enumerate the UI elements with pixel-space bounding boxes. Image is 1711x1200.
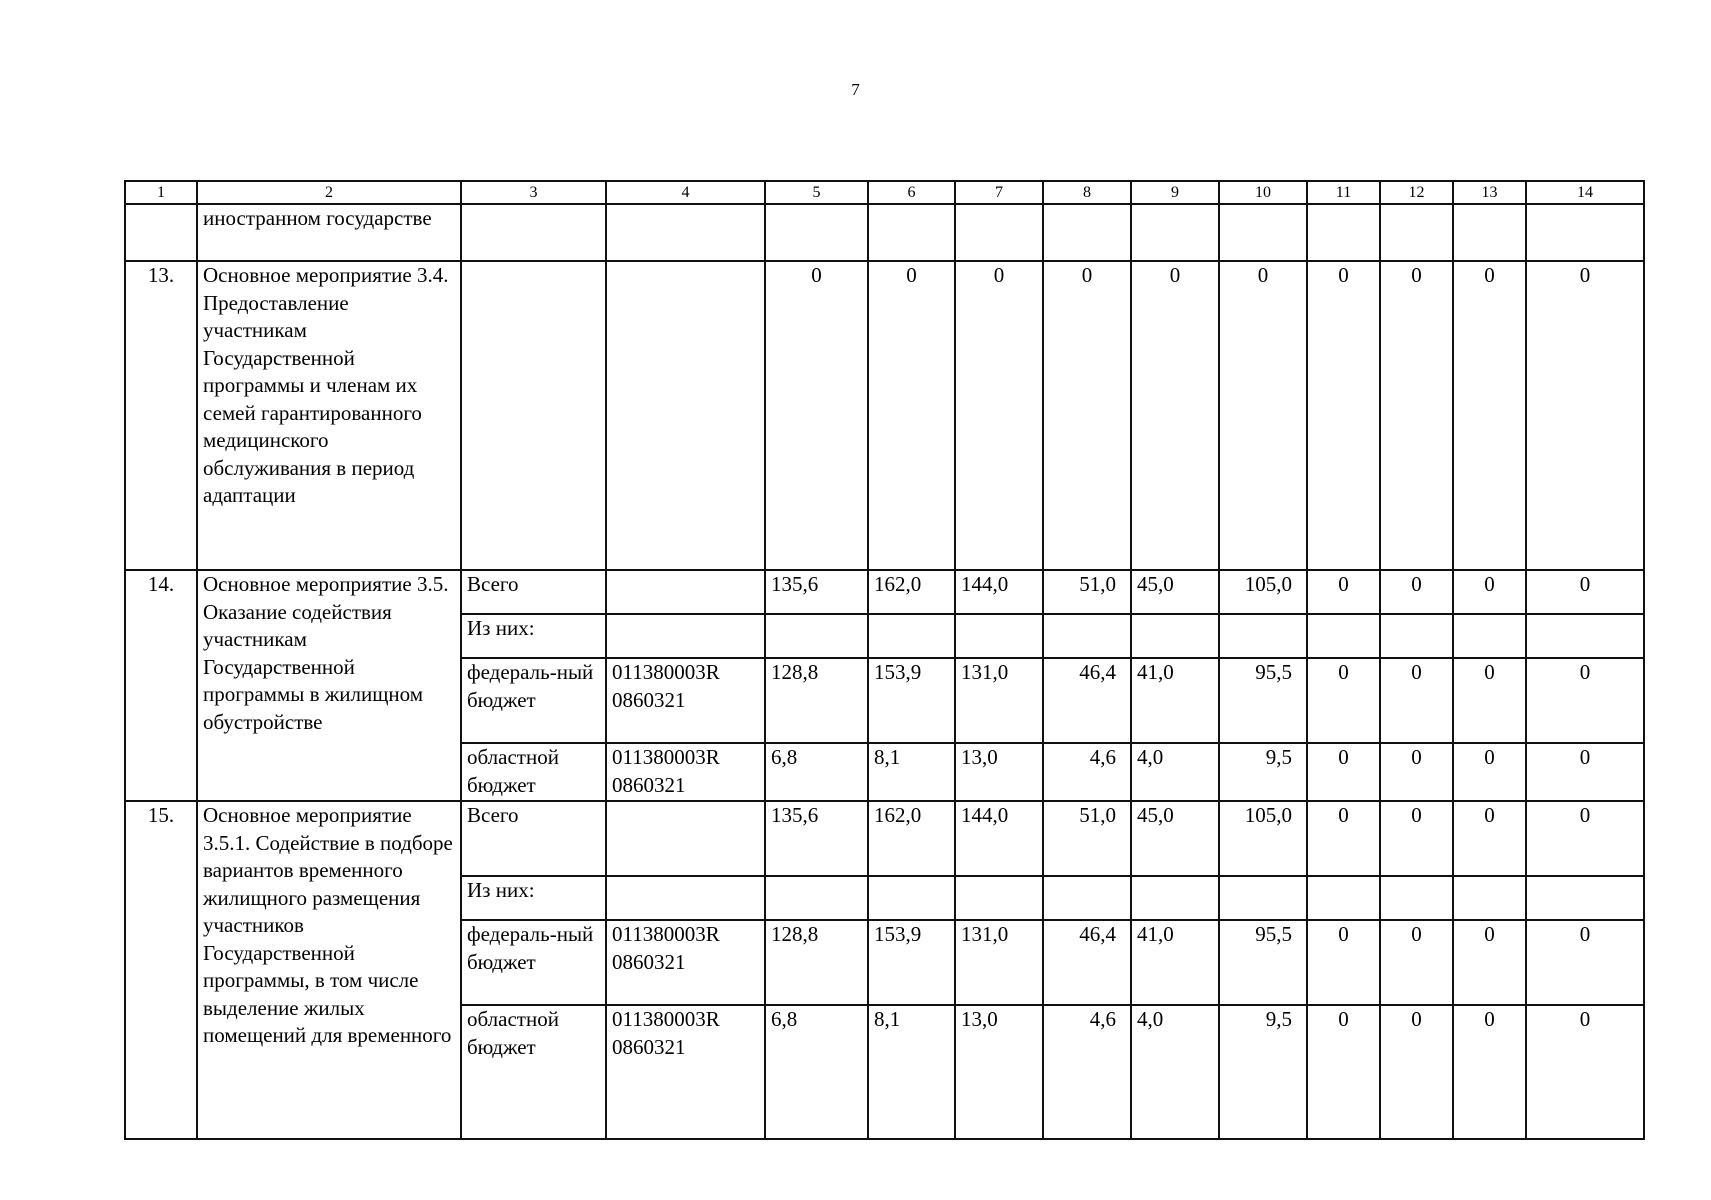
source-label: Всего bbox=[461, 801, 606, 876]
value-cell: 46,4 bbox=[1043, 920, 1131, 1005]
budget-table bbox=[124, 180, 1645, 1140]
header-cell: 4 bbox=[606, 181, 765, 204]
value-cell: 0 bbox=[1453, 658, 1526, 743]
value-cell: 0 bbox=[1526, 920, 1644, 1005]
value-cell: 45,0 bbox=[1131, 801, 1219, 876]
header-cell: 11 bbox=[1307, 181, 1380, 204]
value-cell: 9,5 bbox=[1219, 1005, 1307, 1139]
value-cell: 13,0 bbox=[955, 1005, 1043, 1139]
value-cell: 4,6 bbox=[1043, 743, 1131, 801]
budget-code: 011380003R 0860321 bbox=[606, 743, 765, 801]
value-cell: 8,1 bbox=[868, 1005, 955, 1139]
value-cell: 0 bbox=[1131, 261, 1219, 570]
value-cell: 0 bbox=[1380, 920, 1453, 1005]
value-cell: 0 bbox=[1453, 801, 1526, 876]
value-cell: 46,4 bbox=[1043, 658, 1131, 743]
value-cell: 135,6 bbox=[765, 570, 868, 614]
row-number: 13. bbox=[125, 261, 197, 570]
source-label: областной бюджет bbox=[461, 1005, 606, 1139]
value-cell: 0 bbox=[1453, 1005, 1526, 1139]
value-cell: 0 bbox=[1453, 261, 1526, 570]
value-cell: 0 bbox=[1043, 261, 1131, 570]
value-cell: 95,5 bbox=[1219, 658, 1307, 743]
budget-code: 011380003R 0860321 bbox=[606, 920, 765, 1005]
value-cell: 8,1 bbox=[868, 743, 955, 801]
value-cell: 131,0 bbox=[955, 658, 1043, 743]
value-cell: 0 bbox=[1380, 1005, 1453, 1139]
value-cell: 105,0 bbox=[1219, 570, 1307, 614]
header-cell: 6 bbox=[868, 181, 955, 204]
value-cell: 4,0 bbox=[1131, 743, 1219, 801]
header-cell: 8 bbox=[1043, 181, 1131, 204]
continuation-row bbox=[125, 204, 1644, 261]
value-cell: 0 bbox=[1453, 743, 1526, 801]
value-cell: 144,0 bbox=[955, 570, 1043, 614]
value-cell: 95,5 bbox=[1219, 920, 1307, 1005]
value-cell: 0 bbox=[1380, 570, 1453, 614]
value-cell: 0 bbox=[1380, 743, 1453, 801]
continued-name: иностранном государстве bbox=[197, 204, 461, 261]
header-cell: 14 bbox=[1526, 181, 1644, 204]
value-cell: 0 bbox=[1219, 261, 1307, 570]
value-cell: 0 bbox=[1526, 570, 1644, 614]
value-cell: 4,0 bbox=[1131, 1005, 1219, 1139]
row-name: Основное мероприятие 3.5. Оказание содействия участникам Государственной программы в жилищном обустройстве bbox=[197, 570, 461, 801]
value-cell: 0 bbox=[1453, 570, 1526, 614]
value-cell: 0 bbox=[955, 261, 1043, 570]
value-cell: 0 bbox=[1526, 801, 1644, 876]
header-cell: 7 bbox=[955, 181, 1043, 204]
value-cell: 0 bbox=[1526, 261, 1644, 570]
value-cell: 105,0 bbox=[1219, 801, 1307, 876]
value-cell: 6,8 bbox=[765, 1005, 868, 1139]
table-row-14-total bbox=[125, 570, 1644, 614]
row-name: Основное мероприятие 3.4. Предоставление участникам Государственной программы и членам их семей гарантированного медицинского обслуживания в период адаптации bbox=[197, 261, 461, 570]
value-cell: 0 bbox=[1307, 1005, 1380, 1139]
value-cell: 131,0 bbox=[955, 920, 1043, 1005]
value-cell: 51,0 bbox=[1043, 570, 1131, 614]
header-cell: 12 bbox=[1380, 181, 1453, 204]
value-cell: 0 bbox=[1307, 570, 1380, 614]
source-label: Из них: bbox=[461, 614, 606, 658]
value-cell: 0 bbox=[765, 261, 868, 570]
source-label: федераль-ный бюджет bbox=[461, 920, 606, 1005]
value-cell: 0 bbox=[1526, 743, 1644, 801]
row-number: 15. bbox=[125, 801, 197, 1139]
value-cell: 135,6 bbox=[765, 801, 868, 876]
value-cell: 0 bbox=[1307, 658, 1380, 743]
header-cell: 9 bbox=[1131, 181, 1219, 204]
value-cell: 153,9 bbox=[868, 658, 955, 743]
row-name: Основное мероприятие 3.5.1. Содействие в подборе вариантов временного жилищного размещения участников Государственной программы, в том числе выделение жилых помещений для временного bbox=[197, 801, 461, 1139]
value-cell: 0 bbox=[1307, 801, 1380, 876]
value-cell: 0 bbox=[1453, 920, 1526, 1005]
table-row-15-total bbox=[125, 801, 1644, 876]
page-number: 7 bbox=[851, 80, 860, 99]
header-cell: 3 bbox=[461, 181, 606, 204]
value-cell: 0 bbox=[1380, 801, 1453, 876]
value-cell: 4,6 bbox=[1043, 1005, 1131, 1139]
header-cell: 10 bbox=[1219, 181, 1307, 204]
value-cell: 162,0 bbox=[868, 801, 955, 876]
value-cell: 153,9 bbox=[868, 920, 955, 1005]
value-cell: 0 bbox=[1307, 920, 1380, 1005]
header-cell: 2 bbox=[197, 181, 461, 204]
value-cell: 0 bbox=[1307, 743, 1380, 801]
value-cell: 0 bbox=[1526, 658, 1644, 743]
value-cell: 41,0 bbox=[1131, 920, 1219, 1005]
header-cell: 5 bbox=[765, 181, 868, 204]
table-row-13 bbox=[125, 261, 1644, 570]
budget-code: 011380003R 0860321 bbox=[606, 658, 765, 743]
header-cell: 13 bbox=[1453, 181, 1526, 204]
value-cell: 13,0 bbox=[955, 743, 1043, 801]
value-cell: 0 bbox=[1526, 1005, 1644, 1139]
source-label: областной бюджет bbox=[461, 743, 606, 801]
value-cell: 128,8 bbox=[765, 920, 868, 1005]
value-cell: 0 bbox=[1307, 261, 1380, 570]
value-cell: 41,0 bbox=[1131, 658, 1219, 743]
value-cell: 144,0 bbox=[955, 801, 1043, 876]
value-cell: 128,8 bbox=[765, 658, 868, 743]
value-cell: 162,0 bbox=[868, 570, 955, 614]
value-cell: 9,5 bbox=[1219, 743, 1307, 801]
value-cell: 6,8 bbox=[765, 743, 868, 801]
source-label: федераль-ный бюджет bbox=[461, 658, 606, 743]
value-cell: 0 bbox=[868, 261, 955, 570]
row-number: 14. bbox=[125, 570, 197, 801]
source-label: Из них: bbox=[461, 876, 606, 920]
column-number-row bbox=[125, 181, 1644, 204]
source-label: Всего bbox=[461, 570, 606, 614]
value-cell: 0 bbox=[1380, 261, 1453, 570]
value-cell: 45,0 bbox=[1131, 570, 1219, 614]
budget-code: 011380003R 0860321 bbox=[606, 1005, 765, 1139]
header-cell: 1 bbox=[125, 181, 197, 204]
value-cell: 0 bbox=[1380, 658, 1453, 743]
value-cell: 51,0 bbox=[1043, 801, 1131, 876]
